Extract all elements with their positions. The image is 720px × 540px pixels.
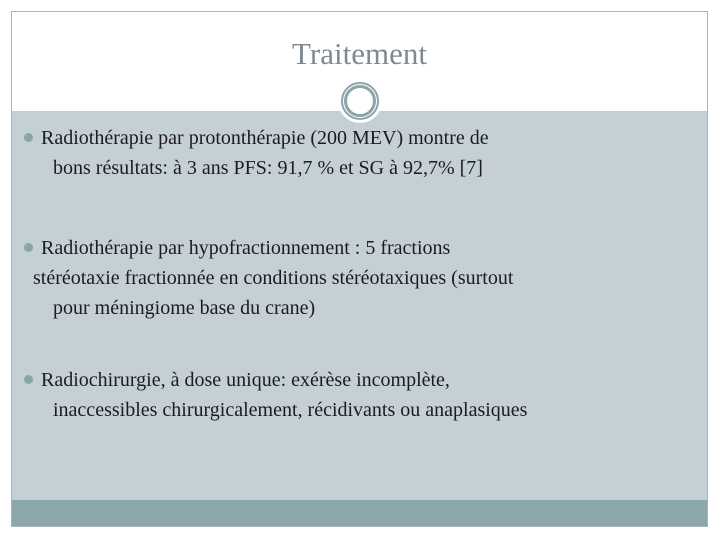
bullet-icon [24,375,33,384]
bullet-3-line-1 [24,365,527,395]
bullet-2-line-2: stéréotaxie fractionnée en conditions stéréotaxiques (surtout [33,267,514,289]
content-area [12,112,707,502]
bullet-item-1 [24,123,489,183]
footer-band [12,500,707,526]
bullet-icon [24,243,33,252]
bullet-1-line-2: bons résultats: à 3 ans PFS: 91,7 % et SG à 92,7% [7] [53,157,483,179]
bullet-2-line-1 [24,233,513,263]
slide-title: Traitement [292,36,427,71]
bullet-1-line-1 [24,123,489,153]
bullet-3-text-1: Radiochirurgie, à dose unique: exérèse incomplète, [41,369,450,391]
bullet-2-line-3: pour méningiome base du crane) [53,297,316,319]
ring-emblem-icon [336,77,384,125]
bullet-item-3 [24,365,527,425]
bullet-icon [24,133,33,142]
bullet-item-2 [24,233,513,323]
slide [11,11,708,527]
bullet-1-text-1: Radiothérapie par protonthérapie (200 MEV) montre de [41,127,489,149]
bullet-3-line-2: inaccessibles chirurgicalement, récidivants ou anaplasiques [53,399,528,421]
bullet-2-text-1: Radiothérapie par hypofractionnement : 5 fractions [41,237,451,259]
